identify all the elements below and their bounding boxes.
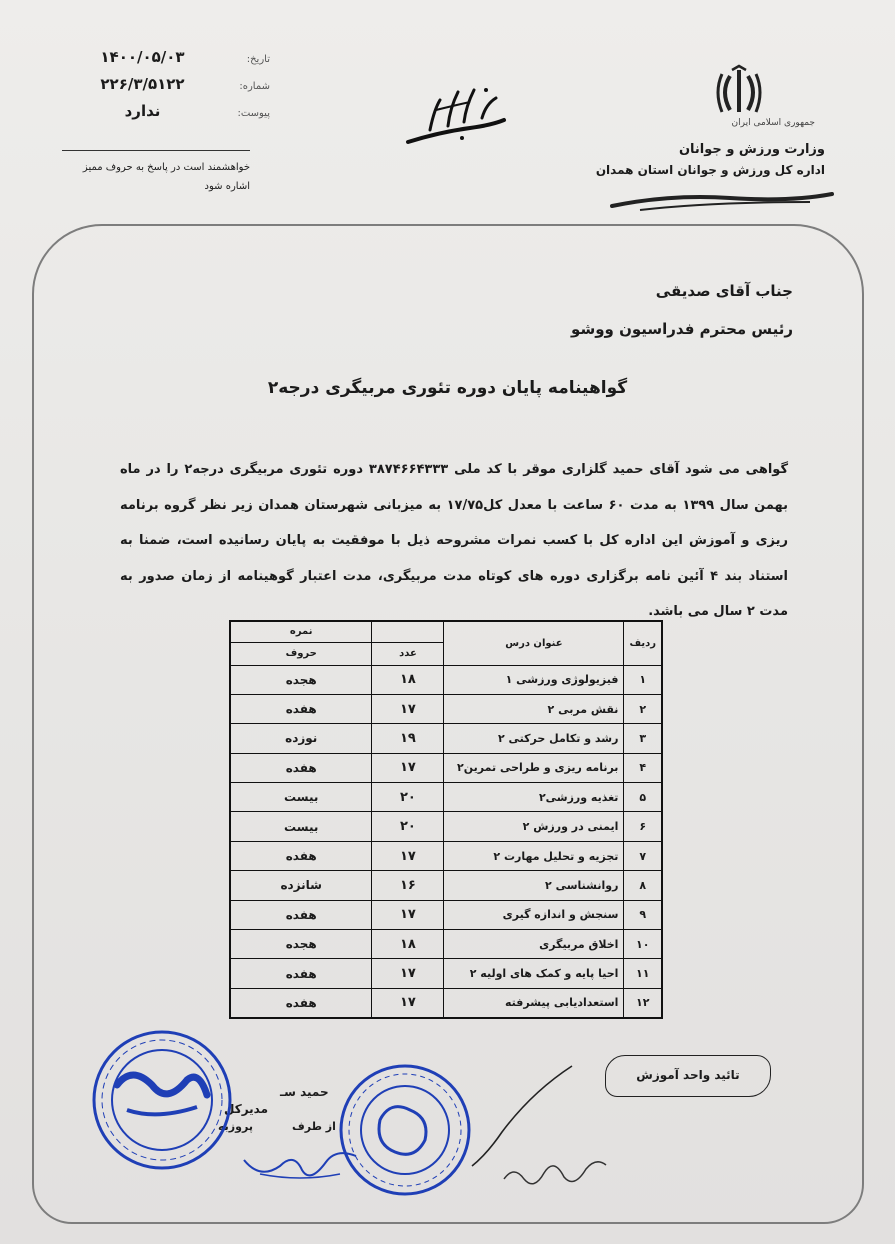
attachment-label: پیوست: xyxy=(237,108,270,119)
row-number: ۷ xyxy=(624,841,662,870)
signer-title: مدیرکل xyxy=(224,1102,269,1116)
header-blank xyxy=(372,621,444,642)
header-row-number: ردیف xyxy=(624,621,662,665)
table-row xyxy=(230,841,662,870)
course-title: رشد و تکامل حرکتی ۲ xyxy=(444,724,624,753)
row-number: ۲ xyxy=(624,694,662,723)
grades-table xyxy=(229,620,663,1019)
grade-number: ۱۸ xyxy=(372,665,444,694)
course-title: فیزیولوژی ورزشی ۱ xyxy=(444,665,624,694)
course-title: اخلاق مربیگری xyxy=(444,930,624,959)
attachment-value: ندارد xyxy=(124,102,161,120)
grade-words: هفده xyxy=(230,694,372,723)
table-row xyxy=(230,724,662,753)
table-row xyxy=(230,753,662,782)
signer-name: حمید سـ xyxy=(280,1085,329,1099)
grade-number: ۱۷ xyxy=(372,841,444,870)
row-number: ۶ xyxy=(624,812,662,841)
row-number: ۸ xyxy=(624,871,662,900)
grade-words: بیست xyxy=(230,783,372,812)
table-row xyxy=(230,900,662,929)
table-row xyxy=(230,783,662,812)
grade-words: هفده xyxy=(230,959,372,988)
header-words: حروف xyxy=(230,642,372,665)
course-title: تجزیه و تحلیل مهارت ۲ xyxy=(444,841,624,870)
course-title: نقش مربی ۲ xyxy=(444,694,624,723)
iran-emblem-icon xyxy=(712,64,766,118)
course-title: احیا پایه و کمک های اولیه ۲ xyxy=(444,959,624,988)
education-approval-box: تائید واحد آموزش xyxy=(605,1055,771,1097)
recipient-block xyxy=(571,272,793,348)
date-row xyxy=(70,48,270,75)
table-row xyxy=(230,959,662,988)
bismillah-calligraphy xyxy=(400,80,510,150)
header-grade: نمره xyxy=(230,621,372,642)
date-value: ۱۴۰۰/۰۵/۰۳ xyxy=(100,48,185,66)
reply-note: خواهشمند است در پاسخ به حروف ممیز اشاره شود xyxy=(82,162,250,192)
signer-proxy: پروزبه xyxy=(218,1120,253,1133)
reference-block xyxy=(70,48,270,129)
table-row xyxy=(230,930,662,959)
number-row xyxy=(70,75,270,102)
grade-number: ۱۷ xyxy=(372,959,444,988)
grade-number: ۱۶ xyxy=(372,871,444,900)
header-sweep-ornament xyxy=(610,190,835,216)
grade-words: هفده xyxy=(230,988,372,1017)
ministry-name: وزارت ورزش و جوانان xyxy=(678,142,825,157)
grade-number: ۱۷ xyxy=(372,988,444,1017)
grade-number: ۱۷ xyxy=(372,694,444,723)
table-row xyxy=(230,694,662,723)
organization-block xyxy=(525,118,825,177)
grade-words: نوزده xyxy=(230,724,372,753)
header-number: عدد xyxy=(372,642,444,665)
number-label: شماره: xyxy=(239,81,270,92)
row-number: ۵ xyxy=(624,783,662,812)
recipient-title: رئیس محترم فدراسیون ووشو xyxy=(571,320,793,338)
header-course-title: عنوان درس xyxy=(444,621,624,665)
row-number: ۹ xyxy=(624,900,662,929)
grade-words: بیست xyxy=(230,812,372,841)
grade-number: ۲۰ xyxy=(372,783,444,812)
grade-words: هفده xyxy=(230,753,372,782)
course-title: ایمنی در ورزش ۲ xyxy=(444,812,624,841)
course-title: روانشناسی ۲ xyxy=(444,871,624,900)
row-number: ۱۱ xyxy=(624,959,662,988)
row-number: ۴ xyxy=(624,753,662,782)
grade-number: ۱۷ xyxy=(372,753,444,782)
table-row xyxy=(230,871,662,900)
grade-number: ۱۸ xyxy=(372,930,444,959)
course-title: برنامه ریزی و طراحی تمرین۲ xyxy=(444,753,624,782)
certificate-title: گواهینامه پایان دوره تئوری مربیگری درجه۲ xyxy=(267,378,628,398)
grade-number: ۱۷ xyxy=(372,900,444,929)
office-name: اداره کل ورزش و جوانان استان همدان xyxy=(595,163,825,177)
row-number: ۳ xyxy=(624,724,662,753)
row-number: ۱ xyxy=(624,665,662,694)
republic-label: جمهوری اسلامی ایران xyxy=(731,118,815,128)
handwritten-signature xyxy=(500,1135,610,1195)
date-label: تاریخ: xyxy=(246,54,270,65)
row-number: ۱۲ xyxy=(624,988,662,1017)
grade-number: ۱۹ xyxy=(372,724,444,753)
table-row xyxy=(230,812,662,841)
row-number: ۱۰ xyxy=(624,930,662,959)
ministry-stamp xyxy=(87,1025,237,1175)
grade-words: هجده xyxy=(230,930,372,959)
grade-words: هفده xyxy=(230,900,372,929)
course-title: استعدادیابی پیشرفته xyxy=(444,988,624,1017)
grade-words: هجده xyxy=(230,665,372,694)
attachment-row xyxy=(70,102,270,129)
course-title: سنجش و اندازه گیری xyxy=(444,900,624,929)
grade-words: شانزده xyxy=(230,871,372,900)
grade-number: ۲۰ xyxy=(372,812,444,841)
divider xyxy=(62,150,250,151)
course-title: تغذیه ورزشی۲ xyxy=(444,783,624,812)
number-value: ۲۲۶/۳/۵۱۲۲ xyxy=(100,75,185,93)
blue-signature xyxy=(240,1130,360,1185)
grade-words: هفده xyxy=(230,841,372,870)
recipient-name: جناب آقای صدیقی xyxy=(655,282,793,300)
signer-from: از طرف xyxy=(292,1120,336,1133)
table-row xyxy=(230,988,662,1017)
certificate-body: گواهی می شود آقای حمید گلزاری موقر با کد ملی ۳۸۷۴۶۶۴۳۳۳ دوره تئوری مربیگری درجه۲ را در ماه بهمن سال ۱۳۹۹ به مدت ۶۰ ساعت با معدل کل۱۷/۷۵ به میزبانی شهرستان همدان زیر نظر گروه برنامه ریزی و آموزش این اداره کل با کسب نمرات مشروحه ذیل با موفقیت به پایان رسانیده است، ضمنا به استناد بند ۴ آئین نامه برگزاری دوره های کوتاه مدت مربیگری، مدت اعتبار گوهینامه از زمان صدور به مدت ۲ سال می باشد. xyxy=(120,462,789,619)
table-header-row xyxy=(230,621,662,642)
table-row xyxy=(230,665,662,694)
